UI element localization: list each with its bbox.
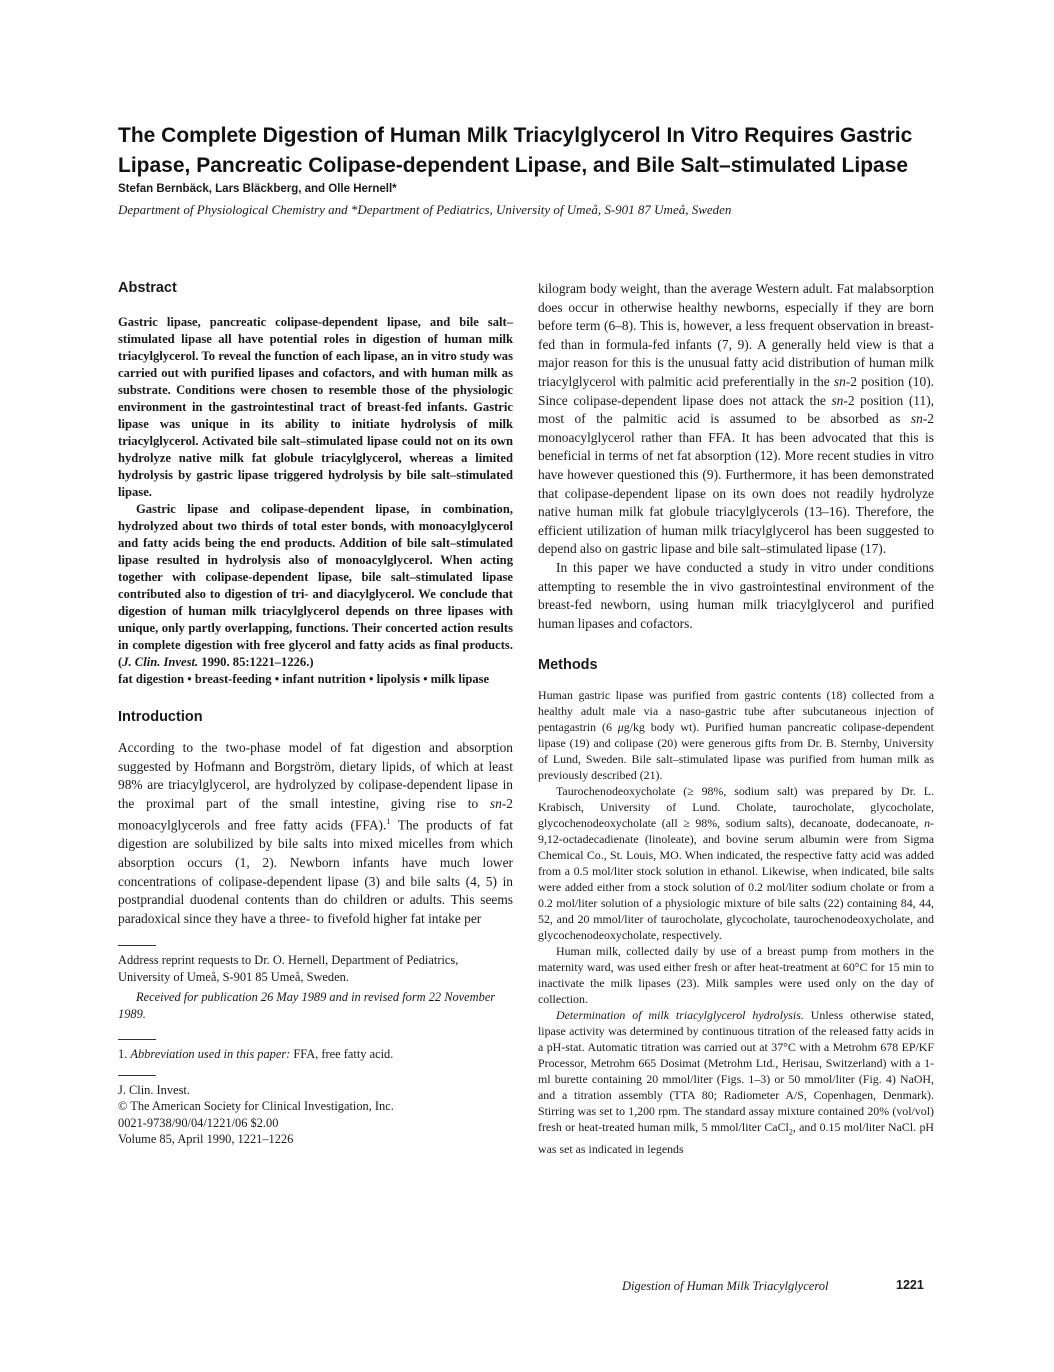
abbreviation-label: Abbreviation used in this paper: [130, 1047, 291, 1062]
methods-paragraph-2 [538, 783, 934, 943]
methods-paragraph-4 [538, 1007, 934, 1156]
footnote-rule-3 [118, 1075, 156, 1076]
journal-info [118, 1082, 513, 1148]
methods-text-a: Human gastric lipase was purified from gastric contents (18) collected from a healthy adult male via a naso-gastric tube after subcutaneous injection of pentagastrin (6 [538, 688, 934, 735]
abstract-body [118, 314, 513, 688]
footnote-rule-2 [118, 1039, 156, 1040]
introduction-paragraph-2 [538, 280, 934, 559]
abbreviation-text: FFA, free fatty acid. [290, 1047, 394, 1062]
sn-italic-3: sn [910, 411, 923, 427]
introduction-continued [538, 280, 934, 633]
introduction-body [118, 739, 513, 928]
methods-paragraph-3: Human milk, collected daily by use of a breast pump from mothers in the maternity ward, was used either fresh or after heat-treatment at 60°C for 15 min to inactivate the milk lipases (23). Milk samples were used only on the day of collection. [538, 944, 934, 1007]
abstract-paragraph-2 [118, 501, 513, 671]
abstract-heading: Abstract [118, 280, 177, 296]
n-italic: n [924, 816, 931, 831]
correspondence-note [118, 952, 513, 1022]
methods-body [538, 687, 934, 1156]
received-dates: Received for publication 26 May 1989 and in revised form 22 November 1989. [118, 990, 496, 1021]
citation-details: 1990. 85:1221–1226.) [198, 655, 314, 669]
affiliation: Department of Physiological Chemistry and *Department of Pediatrics, University of Umeå, S-901 87 Umeå, Sweden [118, 202, 732, 217]
methods-text-f: , and 0.15 mol/liter NaCl. pH was set as indicated in legends [538, 1120, 934, 1156]
abbreviation-note [118, 1046, 513, 1063]
abbreviation-footnote [118, 1046, 513, 1063]
intro-text-b: -2 monoacylglycerols and free fatty acids (FFA). [118, 795, 513, 833]
footnote-marker: 1 [386, 817, 391, 827]
article-title: The Complete Digestion of Human Milk Triacylglycerol In Vitro Requires Gastric Lipase, Pancreatic Colipase-dependent Lipase, and Bile Salt–stimulated Lipase [118, 124, 913, 177]
intro-sn-italic: sn [489, 795, 502, 811]
methods-text-b: g/kg body wt). Purified human pancreatic colipase-dependent lipase (19) and colipase (20) were generous gifts from Dr. B. Sternby, University of Lund, Sweden. Bile salt–stimulated lipase was purified from human milk as previously described (21). [538, 720, 934, 783]
footnote-rule-1 [118, 945, 156, 946]
right-text-b: -2 position (10). Since colipase-dependent lipase does not attack the [538, 373, 935, 408]
journal-name: J. Clin. Invest. [118, 1082, 190, 1097]
methods-text-c: Taurochenodeoxycholate (≥ 98%, sodium salt) was prepared by Dr. L. Krabisch, University of Lund. Cholate, taurocholate, glycocholate, glycochenodeoxycholate (all ≥ 98%, sodium salts), decanoate, dodecanoate, [538, 784, 934, 831]
right-text-a: kilogram body weight, than the average Western adult. Fat malabsorption does occur in otherwise healthy newborns, especially if they are born before term (6–8). This is, however, a less frequent observation in breast-fed than in formula-fed infants (7, 9). A generally held view is that a major reason for this is the unusual fatty acid distribution of human milk triacylglycerol with palmitic acid preferentially in the [538, 281, 934, 389]
sn-italic-1: sn [833, 373, 846, 389]
right-column [538, 280, 934, 1157]
keywords: fat digestion • breast-feeding • infant nutrition • lipolysis • milk lipase [118, 672, 490, 686]
introduction-heading: Introduction [118, 709, 203, 725]
methods-heading: Methods [538, 657, 598, 674]
issn-line: 0021-9738/90/04/1221/06 $2.00 [118, 1115, 279, 1130]
mu-symbol: μ [617, 720, 624, 735]
methods-text-d: -9,12-octadecadienate (linoleate), and bovine serum albumin were from Sigma Chemical Co., St. Louis, MO. When indicated, the respective fatty acid was added from a 0.5 mol/liter stock solution in ethanol. Likewise, when indicated, bile salts were added either from a stock solution of 0.2 mol/liter sodium cholate or from a 0.2 mol/liter solution of a physiologic mixture of bile salts (22) containing 84, 44, 52, and 20 mmol/liter of taurocholate, glycocholate, taurochenodeoxycholate, and glycochenodeoxycholate, respectively. [538, 816, 934, 943]
right-text-c: -2 position (11), most of the palmitic acid is assumed to be absorbed as [538, 392, 934, 427]
intro-text-a: According to the two-phase model of fat digestion and absorption suggested by Hofmann and Borgström, dietary lipids, of which at least 98% are triacylglycerol, are hydrolyzed by colipase-dependent lipase in the proximal part of the small intestine, giving rise to [118, 740, 513, 811]
abbreviation-number: 1. [118, 1047, 131, 1062]
abstract-paragraph-1: Gastric lipase, pancreatic colipase-dependent lipase, and bile salt–stimulated lipase all have potential roles in digestion of human milk triacylglycerol. To reveal the function of each lipase, an in vitro study was carried out with purified lipases and cofactors, and with human milk as substrate. Conditions were chosen to resemble those of the physiologic environment in the gastrointestinal tract of breast-fed infants. Gastric lipase was unique in its ability to initiate hydrolysis of milk triacylglycerol. Activated bile salt–stimulated lipase could not on its own hydrolyze native milk fat globule triacylglycerol, whereas a limited hydrolysis by gastric lipase triggered hydrolysis by bile salt–stimulated lipase. [118, 315, 513, 499]
abstract-paragraph-2-text: Gastric lipase and colipase-dependent lipase, in combination, hydrolyzed about two thirds of total ester bonds, with monoacylglycerol and fatty acids being the end products. Addition of bile salt–stimulated lipase resulted in hydrolysis also of monoacylglycerol. When acting together with colipase-dependent lipase, bile salt–stimulated lipase contributed also to digestion of tri- and diacylglycerol. We conclude that digestion of human milk triacylglycerol depends on three lipases with unique, only partly overlapping, functions. Their concerted action results in complete digestion with free glycerol and fatty acids as final products. ( [118, 502, 513, 669]
subsection-title: Determination of milk triacylglycerol hydrolysis. [556, 1008, 804, 1023]
running-footer: Digestion of Human Milk Triacylglycerol [622, 1279, 829, 1293]
intro-text-c: The products of fat digestion are solubilized by bile salts into mixed micelles from which absorption occurs (1, 2). Newborn infants have much lower concentrations of colipase-dependent lipase (3) and bile salts (4, 5) in postprandial duodenal contents than do children or adults. This seems paradoxical since they have a three- to fivefold higher fat intake per [118, 817, 513, 926]
volume-line: Volume 85, April 1990, 1221–1226 [118, 1132, 294, 1147]
left-column [118, 280, 513, 1148]
copyright-line: © The American Society for Clinical Investigation, Inc. [118, 1099, 394, 1114]
sn-italic-2: sn [831, 392, 844, 408]
right-text-d: -2 monoacylglycerol rather than FFA. It has been advocated that this is beneficial in terms of net fat absorption (12). More recent studies in vitro have however questioned this (9). Furthermore, it has been demonstrated that colipase-dependent lipase on its own does not readily hydrolyze native human milk fat globule triacylglycerols (13–16). Therefore, the efficient utilization of human milk triacylglycerol has been suggested to depend also on gastric lipase and bile salt–stimulated lipase (17). [538, 411, 934, 557]
subscript-two: 2 [788, 1127, 793, 1137]
introduction-paragraph-3: In this paper we have conducted a study in vitro under conditions attempting to resemble the in vivo gastrointestinal environment of the breast-fed newborn, using human milk triacylglycerol and purified human lipases and cofactors. [538, 559, 934, 631]
methods-text-e: Unless otherwise stated, lipase activity was determined by continuous titration of the released fatty acids in a pH-stat. Automatic titration was carried out at 37°C with a Metrohm 678 EP/KF Processor, Metrohm 665 Dosimat (Metrohm Ltd., Herisau, Switzerland) with a 1-ml burette containing 20 mmol/liter (Figs. 1–3) or 50 mmol/liter (Fig. 4) NaOH, and a titration assembly (TTA 80; Radiometer A/S, Copenhagen, Denmark). Stirring was set to 1,200 rpm. The standard assay mixture contained 20% (vol/vol) fresh or heat-treated human milk, 5 mmol/liter CaCl [538, 1008, 934, 1135]
author-list: Stefan Bernbäck, Lars Bläckberg, and Olle Hernell* [118, 183, 397, 195]
methods-paragraph-1 [538, 687, 934, 783]
page-number: 1221 [896, 1278, 924, 1292]
citation-journal: J. Clin. Invest. [122, 655, 199, 669]
introduction-paragraph-1 [118, 739, 513, 928]
reprint-address: Address reprint requests to Dr. O. Hernell, Department of Pediatrics, University of Umeå, S-901 85 Umeå, Sweden. [118, 953, 459, 984]
